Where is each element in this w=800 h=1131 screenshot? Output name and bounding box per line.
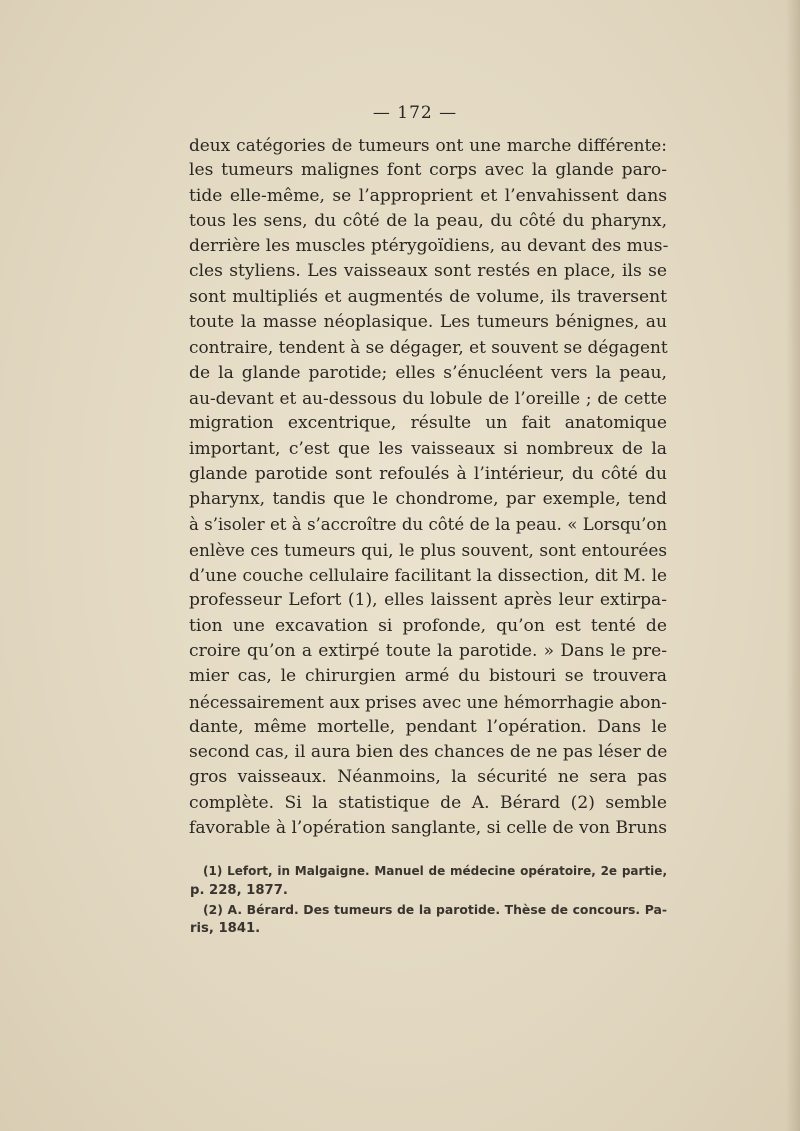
text-line: complète. Si la statistique de A. Bérard (2) semble bbox=[189, 792, 667, 813]
text-line: deux catégories de tumeurs ont une marche différente: bbox=[189, 135, 667, 155]
text-line: toute la masse néoplasique. Les tumeurs bénignes, au bbox=[189, 312, 667, 333]
text-line: glande parotide sont refoulés à l’intérieur, du côté du bbox=[189, 463, 667, 484]
text-line: d’une couche cellulaire facilitant la dissection, dit M. le bbox=[189, 565, 667, 586]
text-line: nécessairement aux prises avec une hémorrhagie abon- bbox=[189, 691, 668, 712]
text-line: croire qu’on a extirpé toute la parotide. » Dans le pre- bbox=[189, 640, 667, 661]
text-line: tous les sens, du côté de la peau, du côté du pharynx, bbox=[189, 210, 667, 231]
text-line: tion une excavation si profonde, qu’on est tenté de bbox=[189, 615, 667, 636]
text-line: mier cas, le chirurgien armé du bistouri se trouvera bbox=[189, 666, 667, 687]
footnote-line: (1) Lefort, in Malgaigne. Manuel de médecine opératoire, 2e partie, bbox=[203, 864, 667, 878]
page-edge-shadow bbox=[786, 0, 800, 1131]
text-line: au-devant et au-dessous du lobule de l’oreille ; de cette bbox=[189, 387, 667, 408]
text-line: de la glande parotide; elles s’énucléent vers la peau, bbox=[189, 362, 667, 383]
text-line: important, c’est que les vaisseaux si nombreux de la bbox=[189, 438, 667, 459]
text-line: professeur Lefort (1), elles laissent après leur extirpa- bbox=[189, 590, 667, 611]
text-line: enlève ces tumeurs qui, le plus souvent, sont entourées bbox=[189, 539, 667, 560]
text-line: favorable à l’opération sanglante, si celle de von Bruns bbox=[189, 818, 667, 839]
footnotes bbox=[190, 862, 667, 938]
text-line: tide elle-même, se l’approprient et l’envahissent dans bbox=[189, 185, 667, 206]
text-line: les tumeurs malignes font corps avec la glande paro- bbox=[189, 160, 667, 181]
text-line: pharynx, tandis que le chondrome, par exemple, tend bbox=[189, 489, 667, 510]
text-line: migration excentrique, résulte un fait anatomique bbox=[189, 413, 667, 434]
footnote-line: (2) A. Bérard. Des tumeurs de la parotide. Thèse de concours. Pa- bbox=[203, 902, 667, 917]
footnote-line: ris, 1841. bbox=[190, 921, 261, 936]
body-text bbox=[189, 133, 667, 841]
text-line: derrière les muscles ptérygoïdiens, au devant des mus- bbox=[189, 236, 669, 257]
footnote-line: p. 228, 1877. bbox=[190, 883, 288, 898]
text-line: contraire, tendent à se dégager, et souvent se dégagent bbox=[189, 337, 668, 358]
text-line: cles styliens. Les vaisseaux sont restés en place, ils se bbox=[189, 261, 667, 282]
text-line: second cas, il aura bien des chances de ne pas léser de bbox=[189, 742, 668, 763]
text-line: gros vaisseaux. Néanmoins, la sécurité ne sera pas bbox=[189, 767, 667, 788]
text-line: à s’isoler et à s’accroître du côté de la peau. « Lorsqu’on bbox=[189, 515, 667, 535]
page-number: — 172 — bbox=[372, 103, 458, 123]
text-line: sont multipliés et augmentés de volume, ils traversent bbox=[189, 286, 667, 307]
text-line: dante, même mortelle, pendant l’opération. Dans le bbox=[189, 716, 667, 737]
